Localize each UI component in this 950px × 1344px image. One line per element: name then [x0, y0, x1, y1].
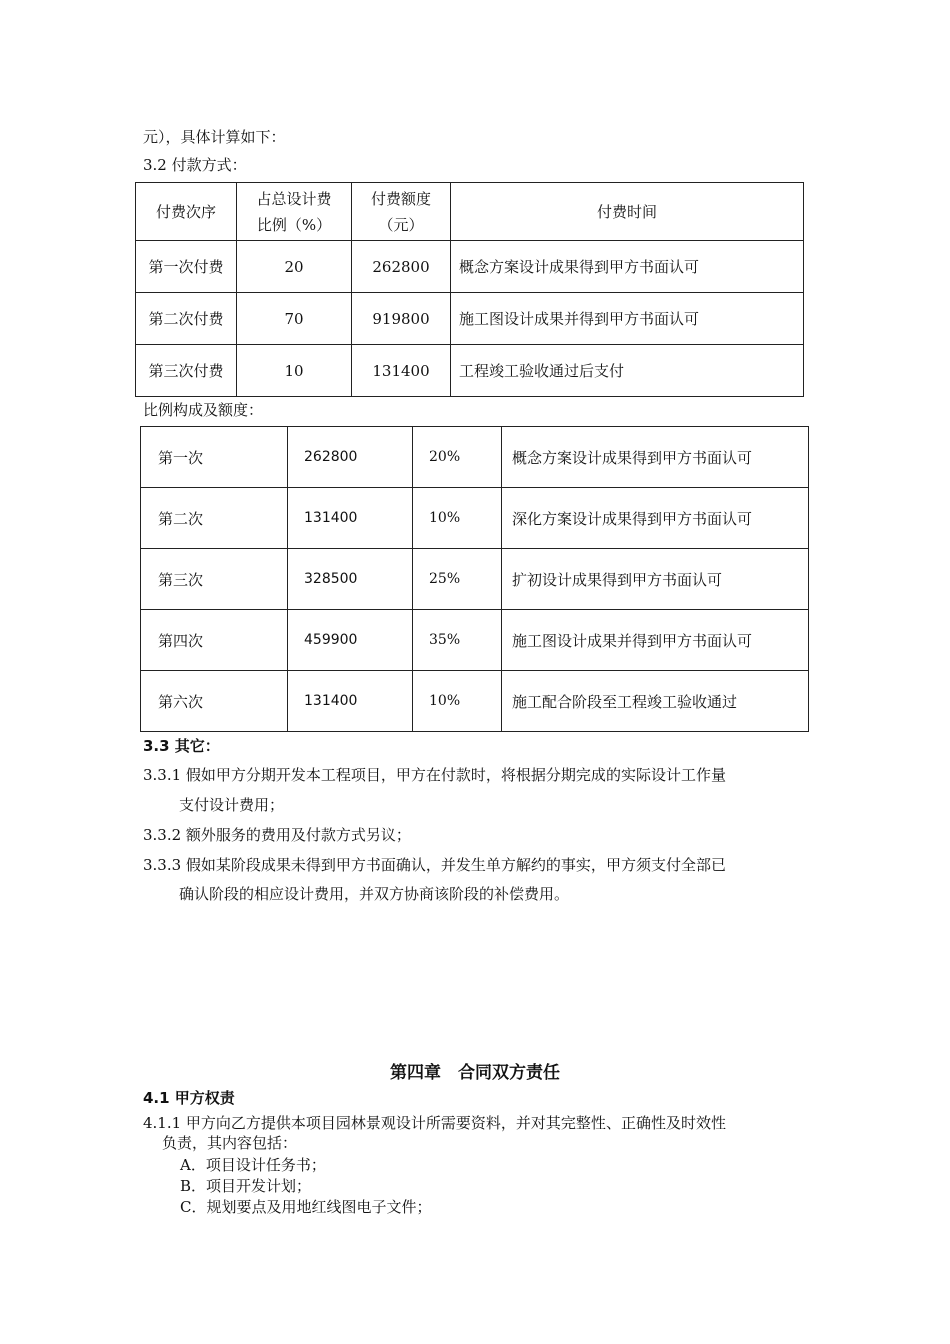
section-3-3-title: 3.3 其它： — [143, 737, 220, 755]
stage-percent: 25% — [413, 549, 502, 610]
stage-amount: 328500 — [288, 549, 413, 610]
clause-4-1-1-line2: 负责，其内容包括： — [162, 1134, 298, 1152]
payment-ratio: 70 — [237, 293, 352, 345]
stage-seq: 第一次 — [141, 427, 288, 488]
clause-3-3-1-line2: 支付设计费用； — [179, 796, 285, 814]
stage-condition: 扩初设计成果得到甲方书面认可 — [502, 549, 809, 610]
table-row — [141, 488, 809, 549]
stage-amount: 262800 — [288, 427, 413, 488]
chapter-title: 第四章 合同双方责任 — [390, 1063, 560, 1083]
table-row — [141, 549, 809, 610]
stage-percent: 10% — [413, 671, 502, 732]
header-amount: 付费额度 （元） — [352, 183, 451, 241]
stage-percent: 10% — [413, 488, 502, 549]
payment-ratio: 10 — [237, 345, 352, 397]
table-row — [136, 293, 804, 345]
payment-time: 施工图设计成果并得到甲方书面认可 — [451, 293, 804, 345]
payment-ratio: 20 — [237, 241, 352, 293]
stage-amount: 131400 — [288, 671, 413, 732]
table-row — [136, 241, 804, 293]
clause-3-3-2: 3.3.2 额外服务的费用及付款方式另议； — [143, 826, 411, 844]
stage-condition: 施工配合阶段至工程竣工验收通过 — [502, 671, 809, 732]
stage-condition: 施工图设计成果并得到甲方书面认可 — [502, 610, 809, 671]
payment-schedule-table — [135, 182, 804, 397]
list-item: C．规划要点及用地红线图电子文件； — [180, 1198, 432, 1216]
ratio-label: 比例构成及额度： — [143, 401, 264, 419]
list-item: B．项目开发计划； — [180, 1177, 312, 1195]
header-time: 付费时间 — [451, 183, 804, 241]
table-row — [136, 345, 804, 397]
table-row — [141, 610, 809, 671]
clause-3-3-1-line1: 3.3.1 假如甲方分期开发本工程项目，甲方在付款时，将根据分期完成的实际设计工作量 — [143, 766, 726, 784]
header-ratio: 占总设计费 比例（%） — [237, 183, 352, 241]
stage-seq: 第二次 — [141, 488, 288, 549]
list-item: A．项目设计任务书； — [180, 1156, 326, 1174]
stage-seq: 第六次 — [141, 671, 288, 732]
stage-percent: 35% — [413, 610, 502, 671]
payment-order: 第一次付费 — [136, 241, 237, 293]
section-4-1-title: 4.1 甲方权责 — [143, 1089, 235, 1107]
payment-amount: 131400 — [352, 345, 451, 397]
stage-condition: 深化方案设计成果得到甲方书面认可 — [502, 488, 809, 549]
stage-seq: 第三次 — [141, 549, 288, 610]
ratio-breakdown-table — [140, 426, 809, 732]
intro-text: 元），具体计算如下： — [143, 128, 286, 146]
stage-amount: 131400 — [288, 488, 413, 549]
clause-4-1-1-line1: 4.1.1 甲方向乙方提供本项目园林景观设计所需要资料，并对其完整性、正确性及时效性 — [143, 1114, 726, 1132]
clause-3-3-3-line1: 3.3.3 假如某阶段成果未得到甲方书面确认，并发生单方解约的事实，甲方须支付全部已 — [143, 856, 726, 874]
payment-amount: 919800 — [352, 293, 451, 345]
table-row — [141, 427, 809, 488]
header-order: 付费次序 — [136, 183, 237, 241]
clause-3-3-3-line2: 确认阶段的相应设计费用，并双方协商该阶段的补偿费用。 — [179, 885, 570, 903]
payment-amount: 262800 — [352, 241, 451, 293]
payment-time: 工程竣工验收通过后支付 — [451, 345, 804, 397]
payment-time: 概念方案设计成果得到甲方书面认可 — [451, 241, 804, 293]
table-row — [141, 671, 809, 732]
payment-order: 第二次付费 — [136, 293, 237, 345]
stage-percent: 20% — [413, 427, 502, 488]
stage-condition: 概念方案设计成果得到甲方书面认可 — [502, 427, 809, 488]
table-header-row — [136, 183, 804, 241]
stage-seq: 第四次 — [141, 610, 288, 671]
payment-order: 第三次付费 — [136, 345, 237, 397]
section-3-2-title: 3.2 付款方式： — [143, 156, 247, 174]
stage-amount: 459900 — [288, 610, 413, 671]
